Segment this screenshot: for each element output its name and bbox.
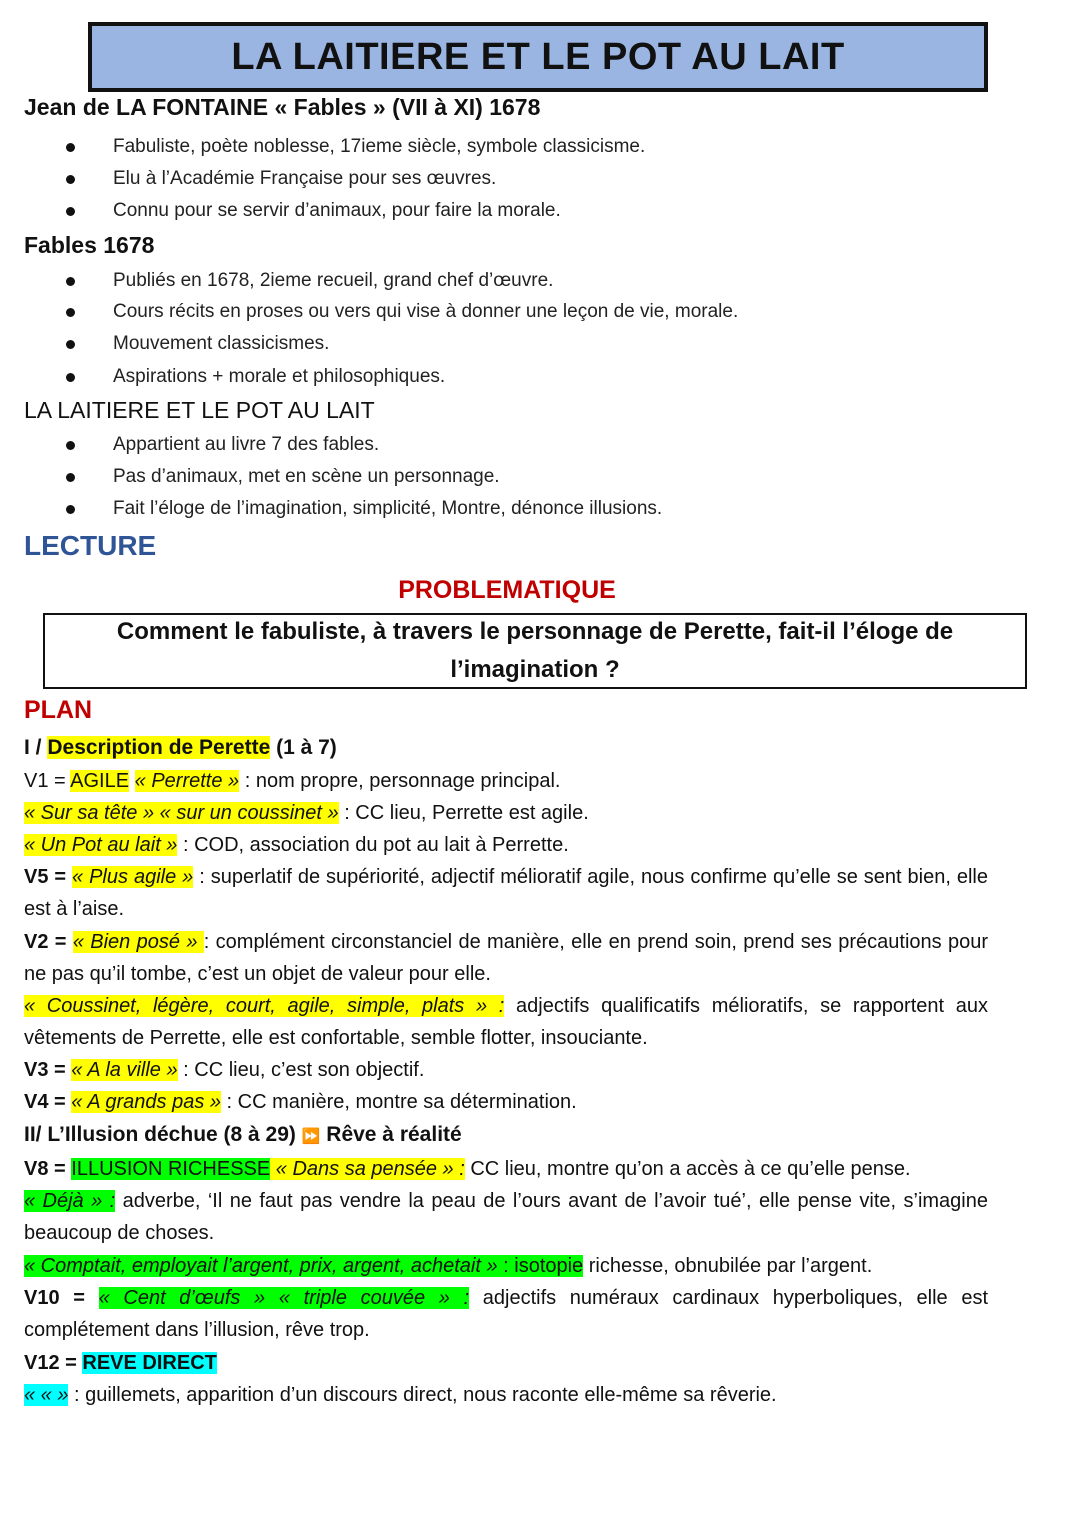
bullet-icon <box>66 505 75 514</box>
fables-heading: Fables 1678 <box>24 232 155 258</box>
bullet-icon <box>66 441 75 450</box>
analysis-paragraph: V10 = « Cent d’œufs » « triple couvée » : adjectifs numéraux cardinaux hyperboliques, elle est complétement dans l’illusion, rêve trop. <box>24 1287 988 1341</box>
double-arrow-right-icon: ⏩ <box>301 1128 321 1145</box>
work-heading: LA LAITIERE ET LE POT AU LAIT <box>24 397 375 423</box>
bullet-icon <box>66 373 75 382</box>
analysis-line: « Sur sa tête » « sur un coussinet » : CC lieu, Perrette est agile. <box>24 802 589 824</box>
analysis-line: V12 = REVE DIRECT <box>24 1352 217 1374</box>
bullet-item: Publiés en 1678, 2ieme recueil, grand chef d’œuvre. <box>66 270 553 292</box>
bullet-item: Aspirations + morale et philosophiques. <box>66 366 445 388</box>
part-1-heading: I / Description de Perette (1 à 7) <box>24 736 337 759</box>
analysis-line: « Comptait, employait l’argent, prix, argent, achetait » : isotopie richesse, obnubilée par l’argent. <box>24 1255 873 1277</box>
analysis-line: « Un Pot au lait » : COD, association du pot au lait à Perrette. <box>24 834 569 856</box>
analysis-line: V1 = AGILE « Perrette » : nom propre, personnage principal. <box>24 770 561 792</box>
analysis-paragraph: « Déjà » : adverbe, ‘Il ne faut pas vendre la peau de l’ours avant de l’avoir tué’, elle pense vite, s’imagine beaucoup de choses. <box>24 1190 988 1244</box>
bullet-item: Elu à l’Académie Française pour ses œuvres. <box>66 168 496 190</box>
problematique-box <box>43 613 1027 689</box>
analysis-paragraph: « Coussinet, légère, court, agile, simple, plats » : adjectifs qualificatifs mélioratifs, se rapportent aux vêtements de Perrette, elle est confortable, semble flotter, insouciante. <box>24 995 989 1049</box>
author-heading: Jean de LA FONTAINE « Fables » (VII à XI) 1678 <box>24 94 541 120</box>
bullet-item: Fabuliste, poète noblesse, 17ieme siècle, symbole classicisme. <box>66 136 645 158</box>
analysis-line: V4 = « A grands pas » : CC manière, montre sa détermination. <box>24 1091 577 1113</box>
bullet-icon <box>66 340 75 349</box>
lecture-heading: LECTURE <box>24 530 157 561</box>
part-2-heading: II/ L’Illusion déchue (8 à 29) ⏩ Rêve à réalité <box>24 1123 462 1146</box>
bullet-icon <box>66 175 75 184</box>
analysis-line: V8 = ILLUSION RICHESSE « Dans sa pensée » : CC lieu, montre qu’on a accès à ce qu’elle pense. <box>24 1158 911 1180</box>
bullet-item: Mouvement classicismes. <box>66 333 329 355</box>
bullet-icon <box>66 277 75 286</box>
analysis-paragraph: V2 = « Bien posé » : complément circonstanciel de manière, elle en prend soin, prend ses précautions pour ne pas qu’il tombe, c’est un objet de valeur pour elle. <box>24 931 988 985</box>
title-banner <box>88 22 988 92</box>
analysis-line: V3 = « A la ville » : CC lieu, c’est son objectif. <box>24 1059 425 1081</box>
bullet-item: Appartient au livre 7 des fables. <box>66 434 379 456</box>
bullet-item: Connu pour se servir d’animaux, pour faire la morale. <box>66 200 561 222</box>
problematique-heading: PROBLEMATIQUE <box>398 576 616 604</box>
problematique-question: Comment le fabuliste, à travers le personnage de Perette, fait-il l’éloge de l’imagination ? <box>116 618 954 683</box>
plan-heading: PLAN <box>24 696 93 724</box>
bullet-icon <box>66 473 75 482</box>
bullet-icon <box>66 143 75 152</box>
document-title: LA LAITIERE ET LE POT AU LAIT <box>231 35 845 78</box>
analysis-line: « « » : guillemets, apparition d’un discours direct, nous raconte elle-même sa rêverie. <box>24 1384 777 1406</box>
bullet-icon <box>66 207 75 216</box>
bullet-item: Fait l’éloge de l’imagination, simplicité, Montre, dénonce illusions. <box>66 498 662 520</box>
analysis-paragraph: V5 = « Plus agile » : superlatif de supériorité, adjectif mélioratif agile, nous confirme qu’elle se sent bien, elle est à l’aise. <box>24 866 988 920</box>
bullet-item: Cours récits en proses ou vers qui vise à donner une leçon de vie, morale. <box>66 301 738 323</box>
bullet-item: Pas d’animaux, met en scène un personnage. <box>66 466 500 488</box>
bullet-icon <box>66 308 75 317</box>
